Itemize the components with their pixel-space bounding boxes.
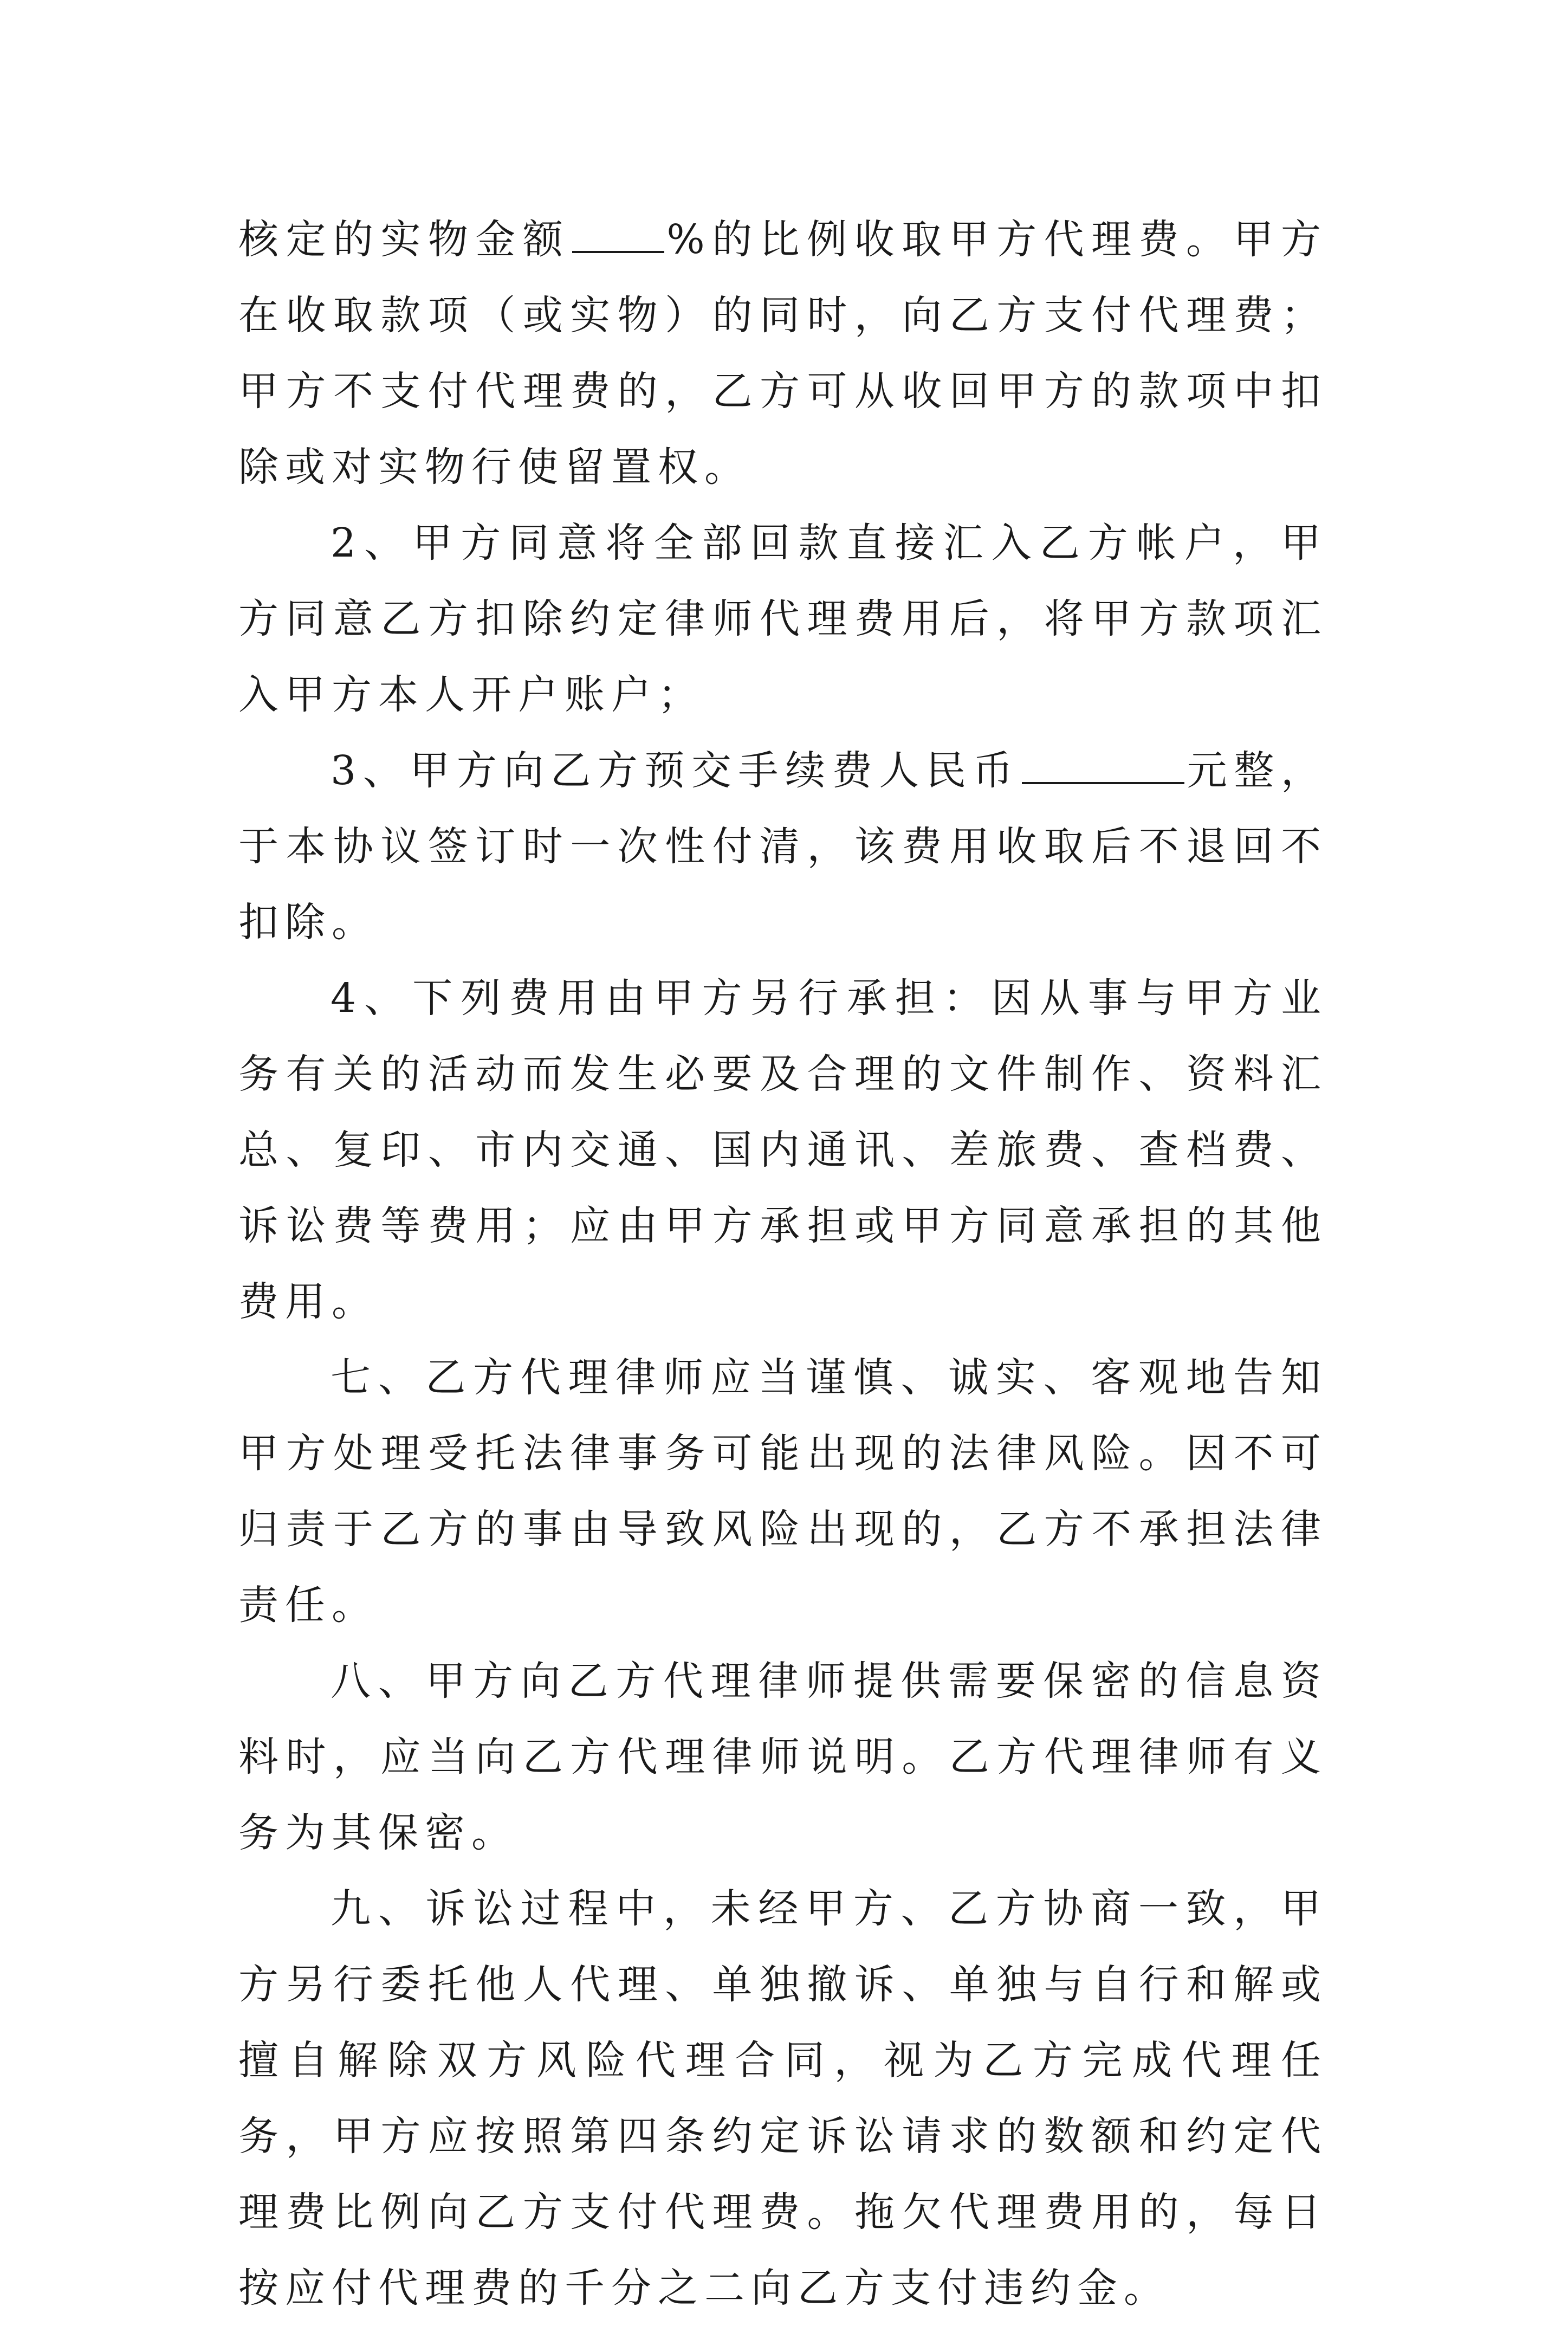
paragraph-text: 八、甲方向乙方代理律师提供需要保密的信息资料时，应当向乙方代理律师说明。乙方代理律师有义务为其保密。 — [238, 1658, 1327, 1856]
paragraph-text: 七、乙方代理律师应当谨慎、诚实、客观地告知甲方处理受托法律事务可能出现的法律风险。因不可归责于乙方的事由导致风险出现的，乙方不承担法律责任。 — [238, 1354, 1327, 1629]
fill-in-blank — [572, 213, 664, 253]
paragraph — [238, 1643, 1327, 1871]
paragraph-text: 九、诉讼过程中，未经甲方、乙方协商一致，甲方另行委托他人代理、单独撤诉、单独与自行和解或擅自解除双方风险代理合同，视为乙方完成代理任务，甲方应按照第四条约定诉讼请求的数额和约定代理费比例向乙方支付代理费。拖欠代理费用的，每日按应付代理费的千分之二向乙方支付违约金。 — [238, 1885, 1327, 2311]
document-body — [238, 202, 1327, 2326]
paragraph-text: 2、甲方同意将全部回款直接汇入乙方帐户，甲方同意乙方扣除约定律师代理费用后，将甲方款项汇入甲方本人开户账户； — [238, 520, 1327, 718]
paragraph-text: 3、甲方向乙方预交手续费人民币 — [331, 747, 1020, 794]
paragraph-text: 元整，于本协议签订时一次性付清，该费用收取后不退回不扣除。 — [238, 747, 1327, 946]
paragraph-text: 4、下列费用由甲方另行承担：因从事与甲方业务有关的活动而发生必要及合理的文件制作、资料汇总、复印、市内交通、国内通讯、差旅费、查档费、诉讼费等费用；应由甲方承担或甲方同意承担的其他费用。 — [238, 975, 1327, 1325]
paragraph — [238, 1871, 1327, 2326]
paragraph — [238, 733, 1327, 960]
paragraph — [238, 505, 1327, 733]
paragraph-text: %的比例收取甲方代理费。甲方在收取款项（或实物）的同时，向乙方支付代理费；甲方不支付代理费的，乙方可从收回甲方的款项中扣除或对实物行使留置权。 — [238, 216, 1327, 490]
paragraph-text: 核定的实物金额 — [238, 216, 571, 263]
paragraph — [238, 960, 1327, 1340]
fill-in-blank — [1022, 744, 1184, 784]
paragraph — [238, 202, 1327, 505]
paragraph — [238, 1340, 1327, 1643]
